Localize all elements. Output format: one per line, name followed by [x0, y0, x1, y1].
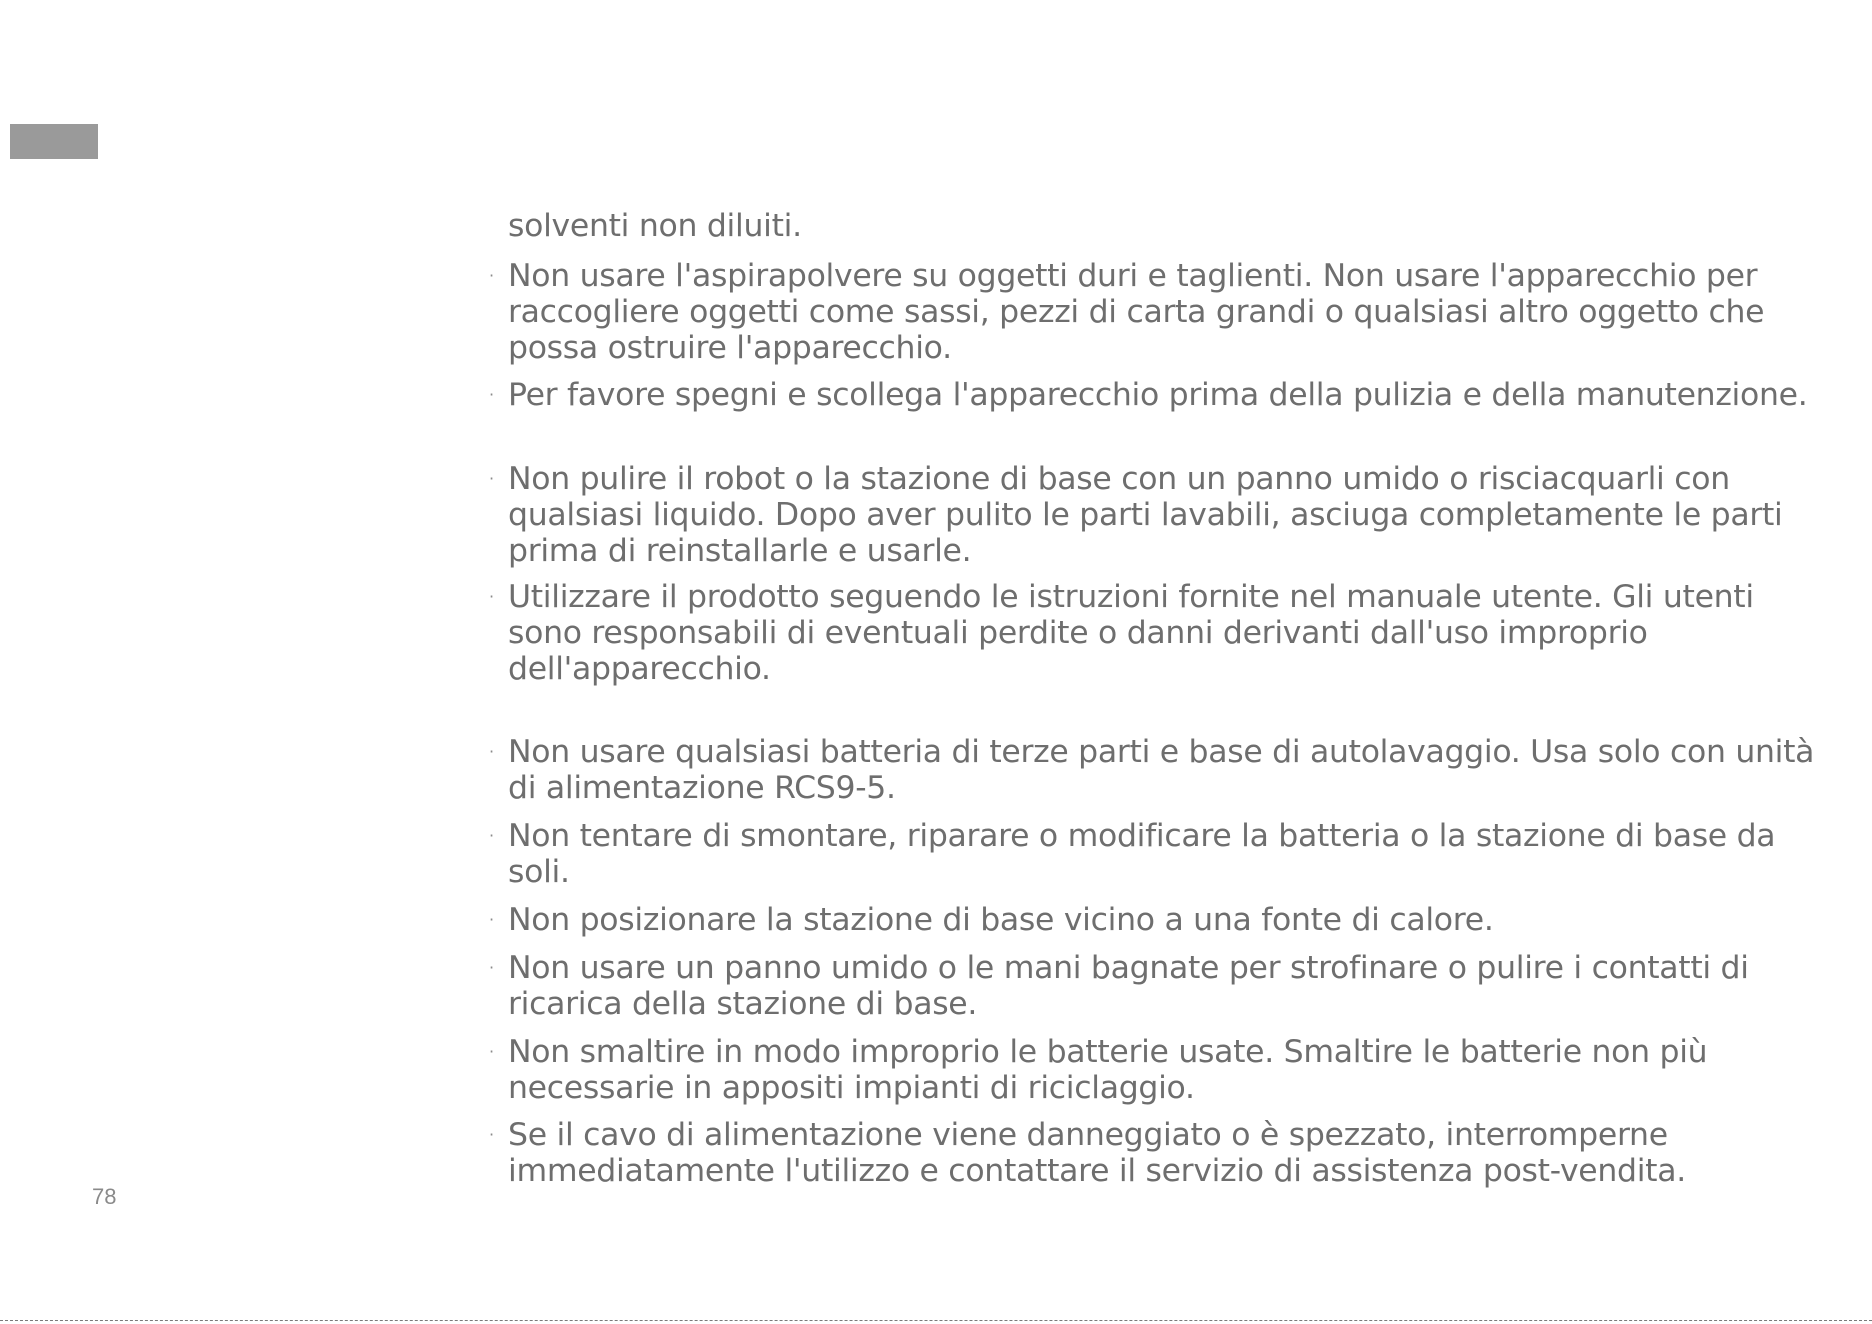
bullet-item — [489, 1117, 1828, 1189]
bullet-item — [489, 1034, 1828, 1106]
bottom-divider — [0, 1320, 1872, 1321]
bullet-text: Utilizzare il prodotto seguendo le istruzioni fornite nel manuale utente. Gli utenti sono responsabili di eventuali perdite o danni derivanti dall'uso improprio dell'apparecchio. — [508, 579, 1754, 687]
bullet-item — [489, 902, 1828, 938]
bullet-dot: · — [489, 958, 494, 977]
bullet-dot: · — [489, 910, 494, 929]
bullet-text: Non tentare di smontare, riparare o modificare la batteria o la stazione di base da soli. — [508, 818, 1776, 890]
bullet-item — [489, 818, 1828, 890]
section-tab-marker — [10, 124, 98, 159]
bullet-item — [489, 579, 1828, 687]
bullet-item — [489, 377, 1828, 413]
bullet-dot: · — [489, 469, 494, 488]
paragraph-continuation — [508, 208, 1828, 244]
bullet-text: Non smaltire in modo improprio le batterie usate. Smaltire le batterie non più necessarie in appositi impianti di riciclaggio. — [508, 1034, 1708, 1106]
bullet-dot: · — [489, 587, 494, 606]
bullet-text: Non pulire il robot o la stazione di base con un panno umido o risciacquarli con qualsiasi liquido. Dopo aver pulito le parti lavabili, asciuga completamente le parti prima di reinstallarle e usarle. — [508, 461, 1783, 569]
page-number: 78 — [92, 1184, 117, 1209]
paragraph-text: solventi non diluiti. — [508, 208, 802, 244]
bullet-text: Per favore spegni e scollega l'apparecchio prima della pulizia e della manutenzione. — [508, 377, 1808, 413]
bullet-dot: · — [489, 1125, 494, 1144]
bullet-text: Non usare un panno umido o le mani bagnate per strofinare o pulire i contatti di ricarica della stazione di base. — [508, 950, 1749, 1022]
bullet-dot: · — [489, 826, 494, 845]
bullet-dot: · — [489, 266, 494, 285]
bullet-dot: · — [489, 742, 494, 761]
bullet-text: Non usare l'aspirapolvere su oggetti duri e taglienti. Non usare l'apparecchio per raccogliere oggetti come sassi, pezzi di carta grandi o qualsiasi altro oggetto che possa ostruire l'apparecchio. — [508, 258, 1765, 366]
bullet-item — [489, 734, 1828, 806]
bullet-dot: · — [489, 1042, 494, 1061]
bullet-item — [489, 461, 1828, 569]
bullet-item — [489, 950, 1828, 1022]
bullet-text: Non usare qualsiasi batteria di terze parti e base di autolavaggio. Usa solo con unità di alimentazione RCS9-5. — [508, 734, 1815, 806]
bullet-text: Se il cavo di alimentazione viene danneggiato o è spezzato, interromperne immediatamente l'utilizzo e contattare il servizio di assistenza post-vendita. — [508, 1117, 1686, 1189]
bullet-text: Non posizionare la stazione di base vicino a una fonte di calore. — [508, 902, 1494, 938]
bullet-dot: · — [489, 385, 494, 404]
bullet-item — [489, 258, 1828, 366]
